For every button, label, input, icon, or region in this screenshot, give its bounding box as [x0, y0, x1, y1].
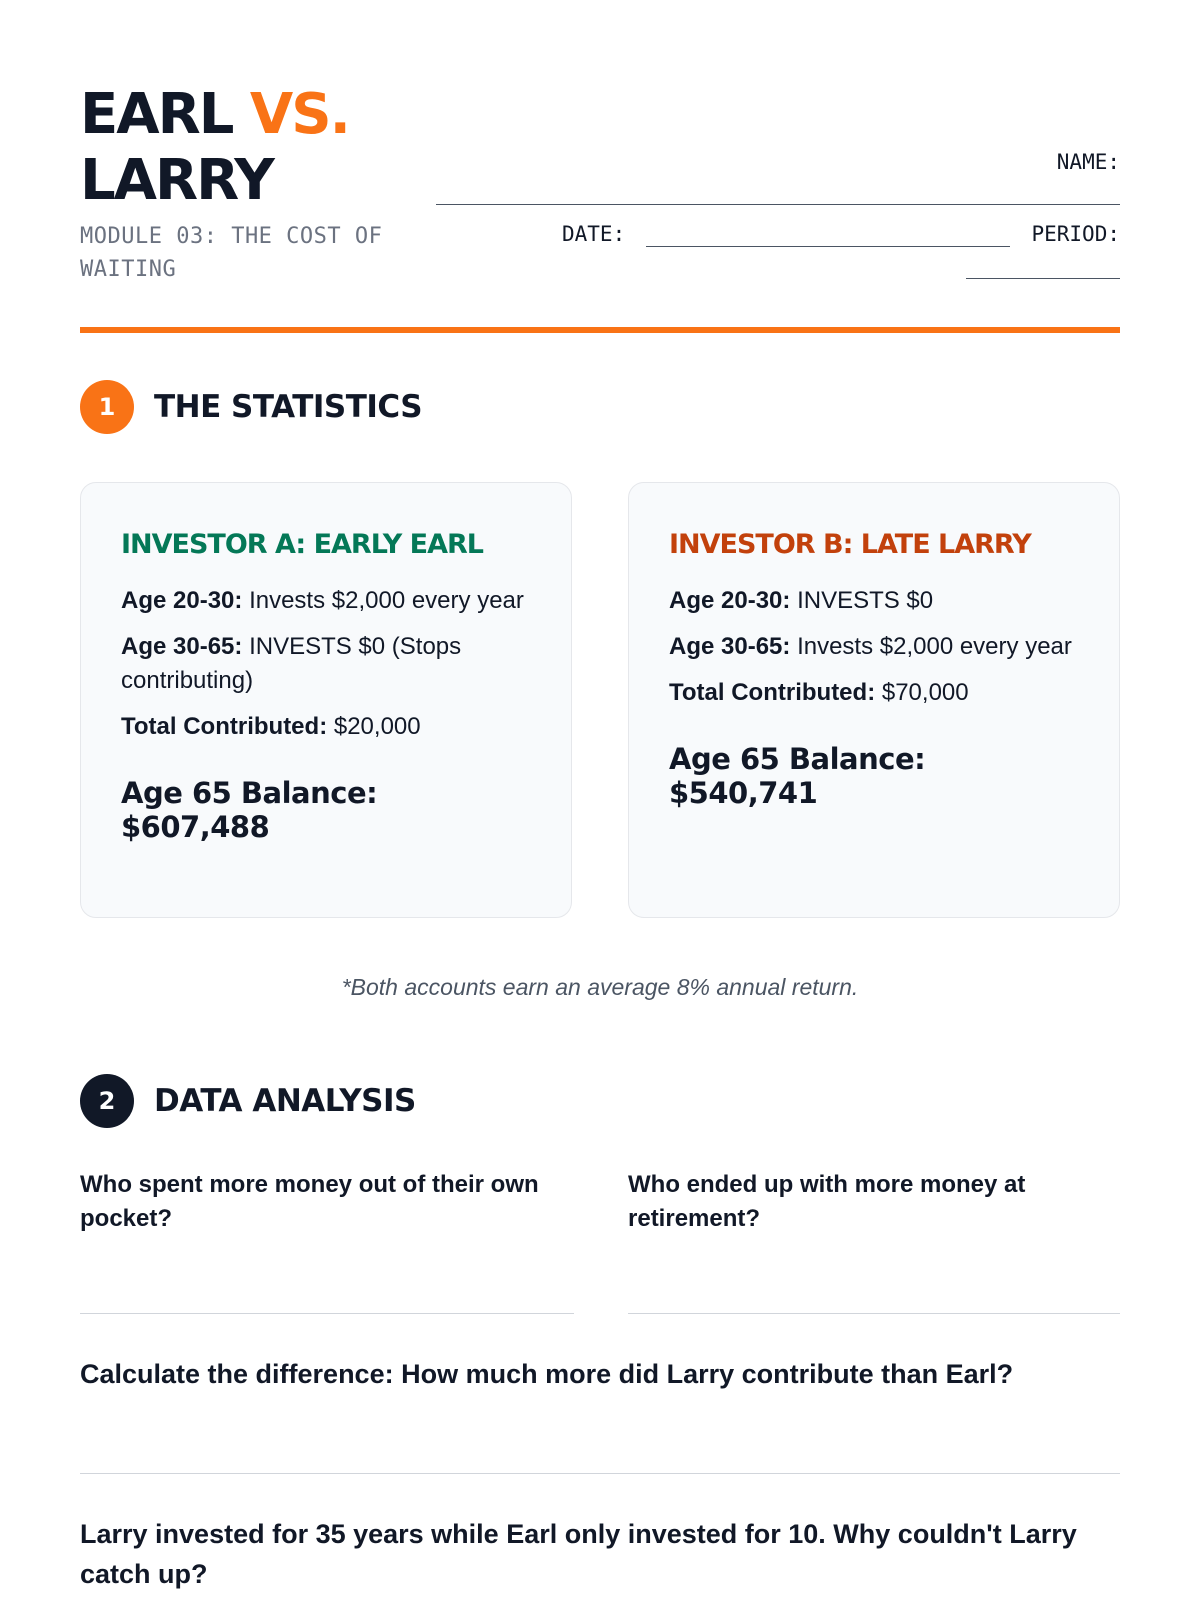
investor-a-row — [121, 710, 531, 744]
row-value: $70,000 — [881, 679, 969, 706]
name-field[interactable] — [436, 204, 1120, 205]
investor-b-row — [669, 630, 1079, 664]
title-vs: VS. — [249, 82, 349, 147]
investor-b-title: INVESTOR B: LATE LARRY — [669, 529, 1031, 560]
section-1-badge: 1 — [80, 380, 134, 434]
row-label: Total Contributed: — [669, 679, 876, 706]
investor-b-row — [669, 584, 1079, 618]
investor-b-balance: Age 65 Balance: $540,741 — [669, 742, 926, 810]
investor-b-card — [628, 482, 1120, 918]
row-label: Age 20-30: — [121, 587, 243, 614]
row-label: Age 30-65: — [121, 633, 243, 660]
title-earl: EARL — [80, 82, 250, 147]
investor-a-title: INVESTOR A: EARLY EARL — [121, 529, 483, 560]
row-value: INVESTS $0 — [797, 587, 934, 614]
investor-a-card — [80, 482, 572, 918]
section-2-title: DATA ANALYSIS — [154, 1083, 416, 1119]
investor-a-row — [121, 584, 531, 618]
row-label: Age 20-30: — [669, 587, 791, 614]
section-2-badge: 2 — [80, 1074, 134, 1128]
date-label: DATE: — [562, 222, 626, 246]
answer-line-2[interactable] — [628, 1313, 1120, 1314]
name-label: NAME: — [1056, 150, 1120, 174]
module-subtitle: MODULE 03: THE COST OF WAITING — [80, 224, 383, 282]
row-value: $20,000 — [333, 713, 421, 740]
investor-a-row — [121, 630, 531, 698]
question-4: Larry invested for 35 years while Earl only invested for 10. Why couldn't Larry catch up? — [80, 1519, 1077, 1589]
row-value: Invests $2,000 every year — [249, 587, 524, 614]
worksheet-title — [80, 82, 440, 214]
question-2: Who ended up with more money at retirement? — [628, 1171, 1026, 1232]
header-divider — [80, 327, 1120, 333]
row-label: Age 30-65: — [669, 633, 791, 660]
answer-line-1[interactable] — [80, 1313, 574, 1314]
answer-line-3[interactable] — [80, 1473, 1120, 1474]
period-label: PERIOD: — [1031, 222, 1120, 246]
row-value: INVESTS $0 (Stops contributing) — [121, 633, 462, 694]
question-1: Who spent more money out of their own pocket? — [80, 1171, 539, 1232]
investor-b-row — [669, 676, 1079, 710]
period-field[interactable] — [966, 278, 1120, 279]
title-larry: LARRY — [80, 148, 273, 213]
investor-a-balance: Age 65 Balance: $607,488 — [121, 776, 378, 844]
section-1-title: THE STATISTICS — [154, 389, 423, 425]
date-field[interactable] — [646, 246, 1010, 247]
return-footnote: *Both accounts earn an average 8% annual return. — [341, 974, 859, 1000]
row-value: Invests $2,000 every year — [797, 633, 1072, 660]
question-3: Calculate the difference: How much more did Larry contribute than Earl? — [80, 1359, 1014, 1389]
row-label: Total Contributed: — [121, 713, 328, 740]
